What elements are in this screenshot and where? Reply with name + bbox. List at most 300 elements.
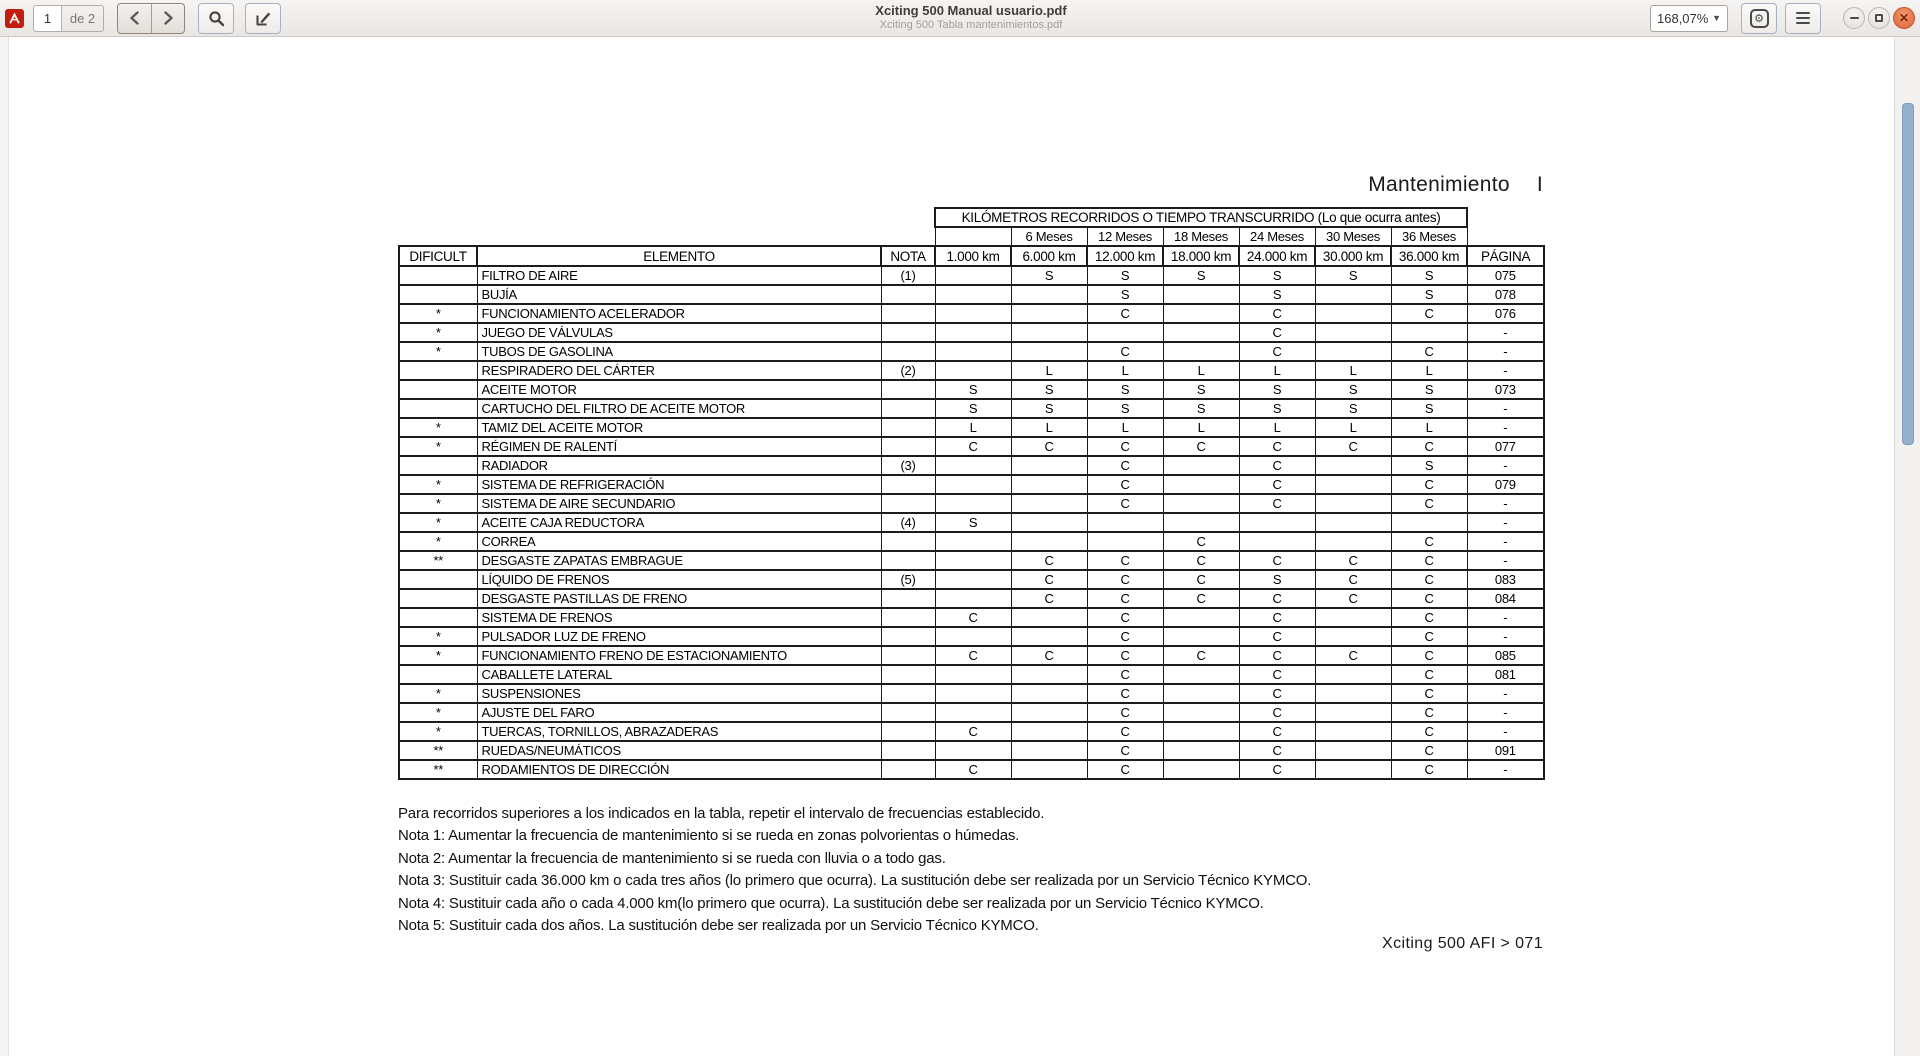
interval-cell: C <box>1315 570 1391 589</box>
interval-cell: L <box>1239 418 1315 437</box>
interval-cell <box>1163 665 1239 684</box>
months-header-cell <box>935 227 1011 246</box>
interval-cell <box>1391 323 1467 342</box>
table-row <box>399 570 1544 589</box>
pagina-cell: - <box>1467 323 1544 342</box>
elemento-cell: LÍQUIDO DE FRENOS <box>477 570 881 589</box>
zoom-level-value: 168,07% <box>1657 10 1709 26</box>
interval-cell: S <box>1163 399 1239 418</box>
interval-cell <box>935 323 1011 342</box>
dificult-cell: * <box>399 627 477 646</box>
heading-page-marker: I <box>1536 173 1543 196</box>
nota-cell: (2) <box>881 361 935 380</box>
nota-cell: (1) <box>881 266 935 285</box>
interval-cell <box>935 285 1011 304</box>
interval-cell: S <box>1315 399 1391 418</box>
elemento-cell: RESPIRADERO DEL CÁRTER <box>477 361 881 380</box>
interval-cell: C <box>1087 589 1163 608</box>
zoom-level-dropdown[interactable] <box>1650 5 1728 32</box>
annotate-button[interactable] <box>245 3 281 34</box>
table-row <box>399 684 1544 703</box>
interval-cell: S <box>1391 266 1467 285</box>
interval-cell: S <box>1239 380 1315 399</box>
dificult-cell <box>399 665 477 684</box>
interval-cell: C <box>1391 437 1467 456</box>
scrollbar-thumb[interactable] <box>1902 103 1914 445</box>
vertical-scrollbar[interactable] <box>1894 37 1920 1056</box>
nota-cell <box>881 418 935 437</box>
interval-cell: C <box>1391 684 1467 703</box>
table-row <box>399 608 1544 627</box>
interval-cell <box>1011 722 1087 741</box>
nota-cell <box>881 760 935 779</box>
interval-cell: S <box>1011 380 1087 399</box>
table-row <box>399 361 1544 380</box>
interval-cell: C <box>1315 437 1391 456</box>
gear-icon: ⚙ <box>1750 9 1769 28</box>
interval-cell <box>1315 513 1391 532</box>
interval-cell: C <box>1087 304 1163 323</box>
interval-cell: C <box>1239 608 1315 627</box>
elemento-cell: SISTEMA DE AIRE SECUNDARIO <box>477 494 881 513</box>
pagina-cell: 091 <box>1467 741 1544 760</box>
table-row <box>399 304 1544 323</box>
page-navigation-group <box>33 5 104 32</box>
interval-cell: C <box>1163 437 1239 456</box>
nota-cell: (4) <box>881 513 935 532</box>
interval-cell: C <box>1391 494 1467 513</box>
column-header-cell: 30.000 km <box>1315 246 1391 266</box>
elemento-cell: CABALLETE LATERAL <box>477 665 881 684</box>
interval-cell <box>1163 722 1239 741</box>
interval-cell: S <box>1239 399 1315 418</box>
interval-cell: C <box>1087 342 1163 361</box>
column-header-cell: ELEMENTO <box>477 246 881 266</box>
interval-cell <box>1315 323 1391 342</box>
interval-cell: C <box>1239 760 1315 779</box>
interval-cell <box>1315 494 1391 513</box>
interval-cell: L <box>935 418 1011 437</box>
interval-cell <box>1163 608 1239 627</box>
interval-cell <box>1011 684 1087 703</box>
dificult-cell <box>399 266 477 285</box>
interval-cell: C <box>1163 646 1239 665</box>
interval-cell <box>1011 513 1087 532</box>
interval-cell <box>1239 513 1315 532</box>
pagina-cell: 078 <box>1467 285 1544 304</box>
interval-cell <box>1391 513 1467 532</box>
months-header-cell: 30 Meses <box>1315 227 1391 246</box>
interval-cell: C <box>1391 570 1467 589</box>
column-header-cell: 24.000 km <box>1239 246 1315 266</box>
nota-cell: (3) <box>881 456 935 475</box>
interval-cell: C <box>1239 342 1315 361</box>
nota-cell <box>881 722 935 741</box>
search-icon <box>208 10 225 27</box>
interval-cell <box>1239 532 1315 551</box>
table-row <box>399 323 1544 342</box>
interval-cell: C <box>1239 437 1315 456</box>
interval-cell: L <box>1011 361 1087 380</box>
interval-cell: C <box>1087 627 1163 646</box>
interval-cell: S <box>1315 380 1391 399</box>
elemento-cell: CORREA <box>477 532 881 551</box>
interval-cell <box>1163 627 1239 646</box>
dificult-cell: ** <box>399 551 477 570</box>
dificult-cell <box>399 399 477 418</box>
interval-cell <box>935 494 1011 513</box>
search-button[interactable] <box>198 3 234 34</box>
interval-cell: C <box>935 608 1011 627</box>
interval-cell: S <box>935 380 1011 399</box>
table-row <box>399 494 1544 513</box>
interval-cell <box>1163 323 1239 342</box>
heading-text: Mantenimiento <box>1368 173 1510 196</box>
menu-button[interactable] <box>1785 3 1821 34</box>
pagina-cell: 076 <box>1467 304 1544 323</box>
interval-cell: C <box>1163 532 1239 551</box>
interval-cell <box>1011 323 1087 342</box>
interval-cell: C <box>1011 570 1087 589</box>
interval-cell <box>1315 475 1391 494</box>
nota-cell <box>881 646 935 665</box>
interval-cell: C <box>1391 532 1467 551</box>
column-header-cell: 6.000 km <box>1011 246 1087 266</box>
pagina-cell: - <box>1467 760 1544 779</box>
pagina-cell: - <box>1467 684 1544 703</box>
table-row <box>399 285 1544 304</box>
interval-cell <box>1315 456 1391 475</box>
note-line: Nota 5: Sustituir cada dos años. La sustitución debe ser realizada por un Servicio Técnico KYMCO. <box>398 917 1039 935</box>
hamburger-menu-icon <box>1796 12 1810 24</box>
interval-cell <box>935 627 1011 646</box>
interval-cell: C <box>1239 304 1315 323</box>
interval-cell <box>1163 494 1239 513</box>
interval-cell <box>1315 760 1391 779</box>
close-icon: ✕ <box>1898 11 1910 25</box>
nota-cell <box>881 665 935 684</box>
interval-cell <box>1315 703 1391 722</box>
maximize-icon <box>1875 14 1883 22</box>
dificult-cell: * <box>399 684 477 703</box>
interval-cell: C <box>1087 741 1163 760</box>
interval-cell: S <box>935 399 1011 418</box>
interval-cell <box>1163 285 1239 304</box>
interval-cell <box>935 342 1011 361</box>
minimize-button[interactable] <box>1843 7 1865 29</box>
interval-cell <box>1315 608 1391 627</box>
interval-cell: C <box>1239 703 1315 722</box>
interval-cell: S <box>1011 399 1087 418</box>
interval-cell <box>1011 665 1087 684</box>
page-heading <box>398 173 1543 197</box>
interval-cell <box>1163 760 1239 779</box>
dificult-cell: * <box>399 323 477 342</box>
nota-cell <box>881 608 935 627</box>
interval-cell: L <box>1315 361 1391 380</box>
interval-cell: S <box>1239 266 1315 285</box>
interval-cell: C <box>1239 646 1315 665</box>
interval-cell: S <box>1239 570 1315 589</box>
interval-cell: S <box>1087 266 1163 285</box>
pagina-cell: - <box>1467 513 1544 532</box>
dificult-cell: * <box>399 475 477 494</box>
maximize-button[interactable] <box>1868 7 1890 29</box>
interval-cell <box>1011 456 1087 475</box>
interval-cell <box>1315 532 1391 551</box>
interval-cell: L <box>1163 418 1239 437</box>
nota-cell <box>881 494 935 513</box>
dificult-cell: * <box>399 513 477 532</box>
dificult-cell <box>399 361 477 380</box>
interval-cell <box>1315 627 1391 646</box>
note-line: Nota 4: Sustituir cada año o cada 4.000 km(lo primero que ocurra). La sustitución debe ser realizada por un Servicio Técnico KYMCO. <box>398 894 1264 912</box>
interval-cell: S <box>1391 285 1467 304</box>
table-row <box>399 646 1544 665</box>
interval-cell: C <box>1011 589 1087 608</box>
table-row <box>399 741 1544 760</box>
interval-cell: S <box>1163 380 1239 399</box>
dificult-cell <box>399 570 477 589</box>
interval-cell: C <box>1391 646 1467 665</box>
dificult-cell: * <box>399 342 477 361</box>
nota-cell <box>881 532 935 551</box>
table-row <box>399 627 1544 646</box>
interval-cell: C <box>1239 456 1315 475</box>
nota-cell <box>881 703 935 722</box>
elemento-cell: TAMIZ DEL ACEITE MOTOR <box>477 418 881 437</box>
interval-cell: C <box>1315 646 1391 665</box>
table-row <box>399 513 1544 532</box>
pagina-cell: - <box>1467 456 1544 475</box>
table-span-header-row <box>399 208 1544 227</box>
interval-cell <box>1011 608 1087 627</box>
note-line: Nota 1: Aumentar la frecuencia de mantenimiento si se rueda en zonas polvorientas o húmedas. <box>398 827 1020 845</box>
nota-cell: (5) <box>881 570 935 589</box>
elemento-cell: FILTRO DE AIRE <box>477 266 881 285</box>
pagina-cell: 073 <box>1467 380 1544 399</box>
interval-cell: L <box>1087 361 1163 380</box>
interval-cell: C <box>1239 475 1315 494</box>
interval-cell: C <box>1391 475 1467 494</box>
maintenance-table <box>398 207 1545 780</box>
interval-cell: L <box>1239 361 1315 380</box>
dificult-cell <box>399 380 477 399</box>
interval-cell <box>935 304 1011 323</box>
pagina-cell: - <box>1467 627 1544 646</box>
pdf-viewport <box>0 37 1920 1056</box>
dificult-cell: * <box>399 494 477 513</box>
interval-cell: L <box>1391 361 1467 380</box>
interval-cell <box>1315 684 1391 703</box>
window-controls <box>1843 7 1915 29</box>
dificult-cell: * <box>399 722 477 741</box>
km-time-span-header: KILÓMETROS RECORRIDOS O TIEMPO TRANSCURRIDO (Lo que ocurra antes) <box>935 208 1467 227</box>
interval-cell: C <box>1011 551 1087 570</box>
interval-cell: C <box>1391 722 1467 741</box>
pagina-cell: 079 <box>1467 475 1544 494</box>
pagina-cell: - <box>1467 703 1544 722</box>
pagina-cell: - <box>1467 608 1544 627</box>
interval-cell: S <box>1315 266 1391 285</box>
elemento-cell: RODAMIENTOS DE DIRECCIÓN <box>477 760 881 779</box>
table-months-header-row <box>399 227 1544 246</box>
table-row <box>399 703 1544 722</box>
months-header-cell: 6 Meses <box>1011 227 1087 246</box>
interval-cell: C <box>935 646 1011 665</box>
interval-cell <box>1163 513 1239 532</box>
pdf-app-icon <box>5 9 24 28</box>
page-footer: Xciting 500 AFI > 071 <box>1382 935 1543 952</box>
interval-cell <box>1087 532 1163 551</box>
toolbar <box>0 0 1920 37</box>
interval-cell: C <box>1087 570 1163 589</box>
interval-cell: L <box>1391 418 1467 437</box>
interval-cell <box>935 589 1011 608</box>
months-header-cell: 24 Meses <box>1239 227 1315 246</box>
column-header-cell: NOTA <box>881 246 935 266</box>
interval-cell: S <box>1087 285 1163 304</box>
page-prev-next-group <box>117 3 185 34</box>
nota-cell <box>881 304 935 323</box>
note-line: Para recorridos superiores a los indicados en la tabla, repetir el intervalo de frecuencias establecido. <box>398 805 1045 822</box>
nota-cell <box>881 437 935 456</box>
interval-cell <box>1011 760 1087 779</box>
dificult-cell <box>399 589 477 608</box>
table-cell <box>1467 227 1544 246</box>
interval-cell <box>1163 456 1239 475</box>
table-row <box>399 760 1544 779</box>
interval-cell: C <box>935 722 1011 741</box>
document-title: Xciting 500 Manual usuario.pdf <box>875 3 1067 18</box>
elemento-cell: BUJÍA <box>477 285 881 304</box>
interval-cell: C <box>1163 570 1239 589</box>
interval-cell <box>1315 285 1391 304</box>
dificult-cell: * <box>399 304 477 323</box>
interval-cell: S <box>1087 380 1163 399</box>
nota-cell <box>881 627 935 646</box>
column-header-cell: 12.000 km <box>1087 246 1163 266</box>
interval-cell: C <box>1239 741 1315 760</box>
interval-cell: C <box>1011 437 1087 456</box>
interval-cell <box>1011 475 1087 494</box>
interval-cell: S <box>1391 380 1467 399</box>
interval-cell <box>1315 722 1391 741</box>
pagina-cell: 083 <box>1467 570 1544 589</box>
elemento-cell: SISTEMA DE REFRIGERACIÓN <box>477 475 881 494</box>
next-page-button[interactable] <box>151 4 184 33</box>
pagina-cell: - <box>1467 342 1544 361</box>
interval-cell: S <box>1239 285 1315 304</box>
pagina-cell: - <box>1467 532 1544 551</box>
interval-cell: C <box>1391 760 1467 779</box>
interval-cell <box>1011 494 1087 513</box>
interval-cell <box>1163 475 1239 494</box>
window-title-block <box>292 3 1650 33</box>
interval-cell <box>935 684 1011 703</box>
pagina-cell: - <box>1467 494 1544 513</box>
interval-cell: C <box>1087 475 1163 494</box>
dificult-cell: ** <box>399 760 477 779</box>
dificult-cell: * <box>399 646 477 665</box>
interval-cell <box>935 570 1011 589</box>
interval-cell: S <box>1011 266 1087 285</box>
dificult-cell: * <box>399 532 477 551</box>
elemento-cell: DESGASTE PASTILLAS DE FRENO <box>477 589 881 608</box>
interval-cell <box>1163 684 1239 703</box>
table-cell <box>399 227 935 246</box>
nota-cell <box>881 399 935 418</box>
interval-cell <box>1011 627 1087 646</box>
settings-button[interactable] <box>1741 3 1777 34</box>
nota-cell <box>881 380 935 399</box>
dificult-cell: * <box>399 437 477 456</box>
interval-cell: C <box>1391 589 1467 608</box>
column-header-cell: DIFICULT <box>399 246 477 266</box>
elemento-cell: RÉGIMEN DE RALENTÍ <box>477 437 881 456</box>
elemento-cell: SUSPENSIONES <box>477 684 881 703</box>
interval-cell <box>935 456 1011 475</box>
interval-cell <box>935 475 1011 494</box>
table-row <box>399 722 1544 741</box>
interval-cell <box>1087 513 1163 532</box>
interval-cell: C <box>1391 342 1467 361</box>
interval-cell: C <box>1087 665 1163 684</box>
previous-page-button[interactable] <box>118 4 151 33</box>
pagina-cell: 085 <box>1467 646 1544 665</box>
interval-cell: C <box>1163 589 1239 608</box>
pagina-cell: - <box>1467 399 1544 418</box>
interval-cell: C <box>935 437 1011 456</box>
dificult-cell <box>399 285 477 304</box>
table-row <box>399 532 1544 551</box>
close-button[interactable] <box>1893 7 1915 29</box>
interval-cell: C <box>1315 589 1391 608</box>
table-column-header-row <box>399 246 1544 266</box>
interval-cell: C <box>1315 551 1391 570</box>
interval-cell <box>1163 304 1239 323</box>
page-number-input[interactable] <box>33 5 62 32</box>
interval-cell: C <box>1087 437 1163 456</box>
table-row <box>399 380 1544 399</box>
months-header-cell: 18 Meses <box>1163 227 1239 246</box>
interval-cell: C <box>1239 627 1315 646</box>
table-row <box>399 456 1544 475</box>
pagina-cell: 081 <box>1467 665 1544 684</box>
doc-notes <box>398 803 1311 937</box>
interval-cell <box>1011 342 1087 361</box>
interval-cell <box>935 266 1011 285</box>
chevron-down-icon: ▼ <box>1712 13 1721 23</box>
column-header-cell: PÁGINA <box>1467 246 1544 266</box>
elemento-cell: FUNCIONAMIENTO FRENO DE ESTACIONAMIENTO <box>477 646 881 665</box>
annotate-pen-icon <box>255 10 272 27</box>
interval-cell <box>935 741 1011 760</box>
interval-cell: C <box>1087 684 1163 703</box>
nota-cell <box>881 684 935 703</box>
interval-cell: C <box>1239 665 1315 684</box>
interval-cell <box>1087 323 1163 342</box>
nota-cell <box>881 285 935 304</box>
interval-cell: C <box>1391 304 1467 323</box>
interval-cell: C <box>1087 760 1163 779</box>
pagina-cell: 075 <box>1467 266 1544 285</box>
interval-cell <box>1011 285 1087 304</box>
elemento-cell: ACEITE MOTOR <box>477 380 881 399</box>
elemento-cell: TUBOS DE GASOLINA <box>477 342 881 361</box>
elemento-cell: RUEDAS/NEUMÁTICOS <box>477 741 881 760</box>
interval-cell: C <box>935 760 1011 779</box>
